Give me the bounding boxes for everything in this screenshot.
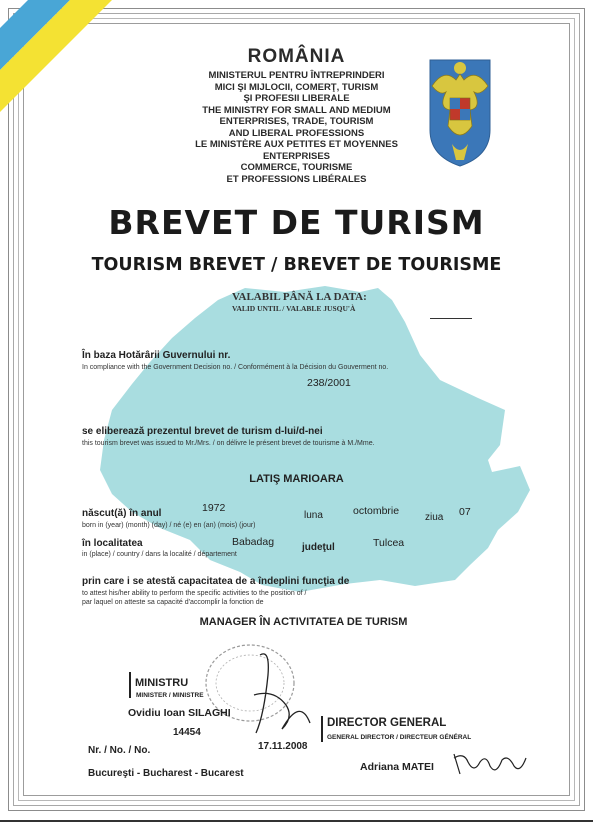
birth-year: 1972 — [202, 502, 226, 514]
minister-separator — [129, 672, 131, 698]
place-sub: in (place) / country / dans la localité / département — [82, 551, 237, 558]
ministry-line: ŞI PROFESII LIBERALE — [243, 93, 350, 104]
position-title — [0, 616, 593, 628]
ministry-line: ENTERPRISES — [262, 150, 331, 162]
birth-day: 07 — [459, 506, 471, 518]
director-signature — [450, 748, 530, 778]
position-title-text: MANAGER ÎN ACTIVITATEA DE TURISM — [199, 616, 408, 628]
document-title: BREVET DE TURISM — [108, 203, 485, 242]
birth-month: octombrie — [353, 505, 400, 517]
decision-number: 238/2001 — [307, 377, 351, 389]
country-name: ROMÂNIA — [247, 46, 346, 67]
birth-county: Tulcea — [373, 537, 405, 549]
ministry-line: MICI ŞI MIJLOCII, COMERŢ, TURISM — [214, 81, 379, 93]
issue-place: Bucureşti - Bucharest - Bucarest — [88, 768, 244, 779]
minister-label: MINISTRU — [135, 677, 189, 689]
ministry-line: ET PROFESSIONS LIBÉRALES — [226, 173, 367, 185]
validity-sub: VALID UNTIL / VALABLE JUSQU'À — [232, 304, 356, 313]
minister-sub: MINISTER / MINISTRE — [136, 692, 204, 699]
minister-name: Ovidiu Ioan SILAGHI — [128, 707, 231, 719]
capacity-label: prin care i se atestă capacitatea de a îndeplini funcţia de — [82, 576, 350, 587]
decision-label: În baza Hotărârii Guvernului nr. — [82, 350, 231, 361]
ministry-line: ENTERPRISES, TRADE, TOURISM — [219, 116, 374, 127]
ministry-line: THE MINISTRY FOR SMALL AND MEDIUM — [202, 104, 391, 116]
county-label: judeţul — [302, 542, 335, 553]
capacity-sub-1: to attest his/her ability to perform the specific activities to the position of / — [82, 590, 307, 597]
document-subtitle: TOURISM BREVET / BREVET DE TOURISME — [91, 255, 502, 275]
ministry-block — [0, 70, 593, 185]
director-label: DIRECTOR GENERAL — [327, 717, 447, 729]
place-label: în localitatea — [82, 538, 143, 549]
director-name: Adriana MATEI — [360, 761, 434, 773]
ministry-line: AND LIBERAL PROFESSIONS — [228, 127, 365, 139]
ministry-line: COMMERCE, TOURISME — [240, 162, 353, 173]
number-label: Nr. / No. / No. — [88, 745, 151, 756]
month-label: luna — [304, 510, 323, 521]
ministry-line: LE MINISTÈRE AUX PETITES ET MOYENNES — [195, 139, 398, 150]
day-label: ziua — [425, 512, 444, 523]
decision-sub: In compliance with the Government Decision no. / Conformément à la Décision du Gouverment no. — [82, 364, 389, 371]
holder-name: LATIŞ MARIOARA — [249, 473, 344, 485]
issued-label: se eliberează prezentul brevet de turism d-lui/d-nei — [82, 426, 323, 437]
capacity-sub-2: par laquel on atteste sa capacité d'accomplir la fonction de — [82, 599, 264, 606]
minister-signature — [230, 645, 320, 745]
validity-date-line — [430, 318, 472, 319]
ministry-line: MINISTERUL PENTRU ÎNTREPRINDERI — [208, 70, 385, 81]
issued-sub: this tourism brevet was issued to Mr./Mrs. / on délivre le présent brevet de tourisme à M./Mme. — [82, 440, 375, 447]
issue-date: 17.11.2008 — [258, 741, 308, 752]
director-sub: GENERAL DIRECTOR / DIRECTEUR GÉNÉRAL — [327, 734, 472, 741]
validity-label: VALABIL PÂNĂ LA DATA: — [232, 291, 367, 303]
director-separator — [321, 716, 323, 742]
document-number: 14454 — [173, 727, 201, 738]
birth-sub: born in (year) (month) (day) / né (e) en (an) (mois) (jour) — [82, 522, 256, 529]
birth-place: Babadag — [232, 536, 275, 548]
birth-label: născut(ă) în anul — [82, 508, 162, 519]
